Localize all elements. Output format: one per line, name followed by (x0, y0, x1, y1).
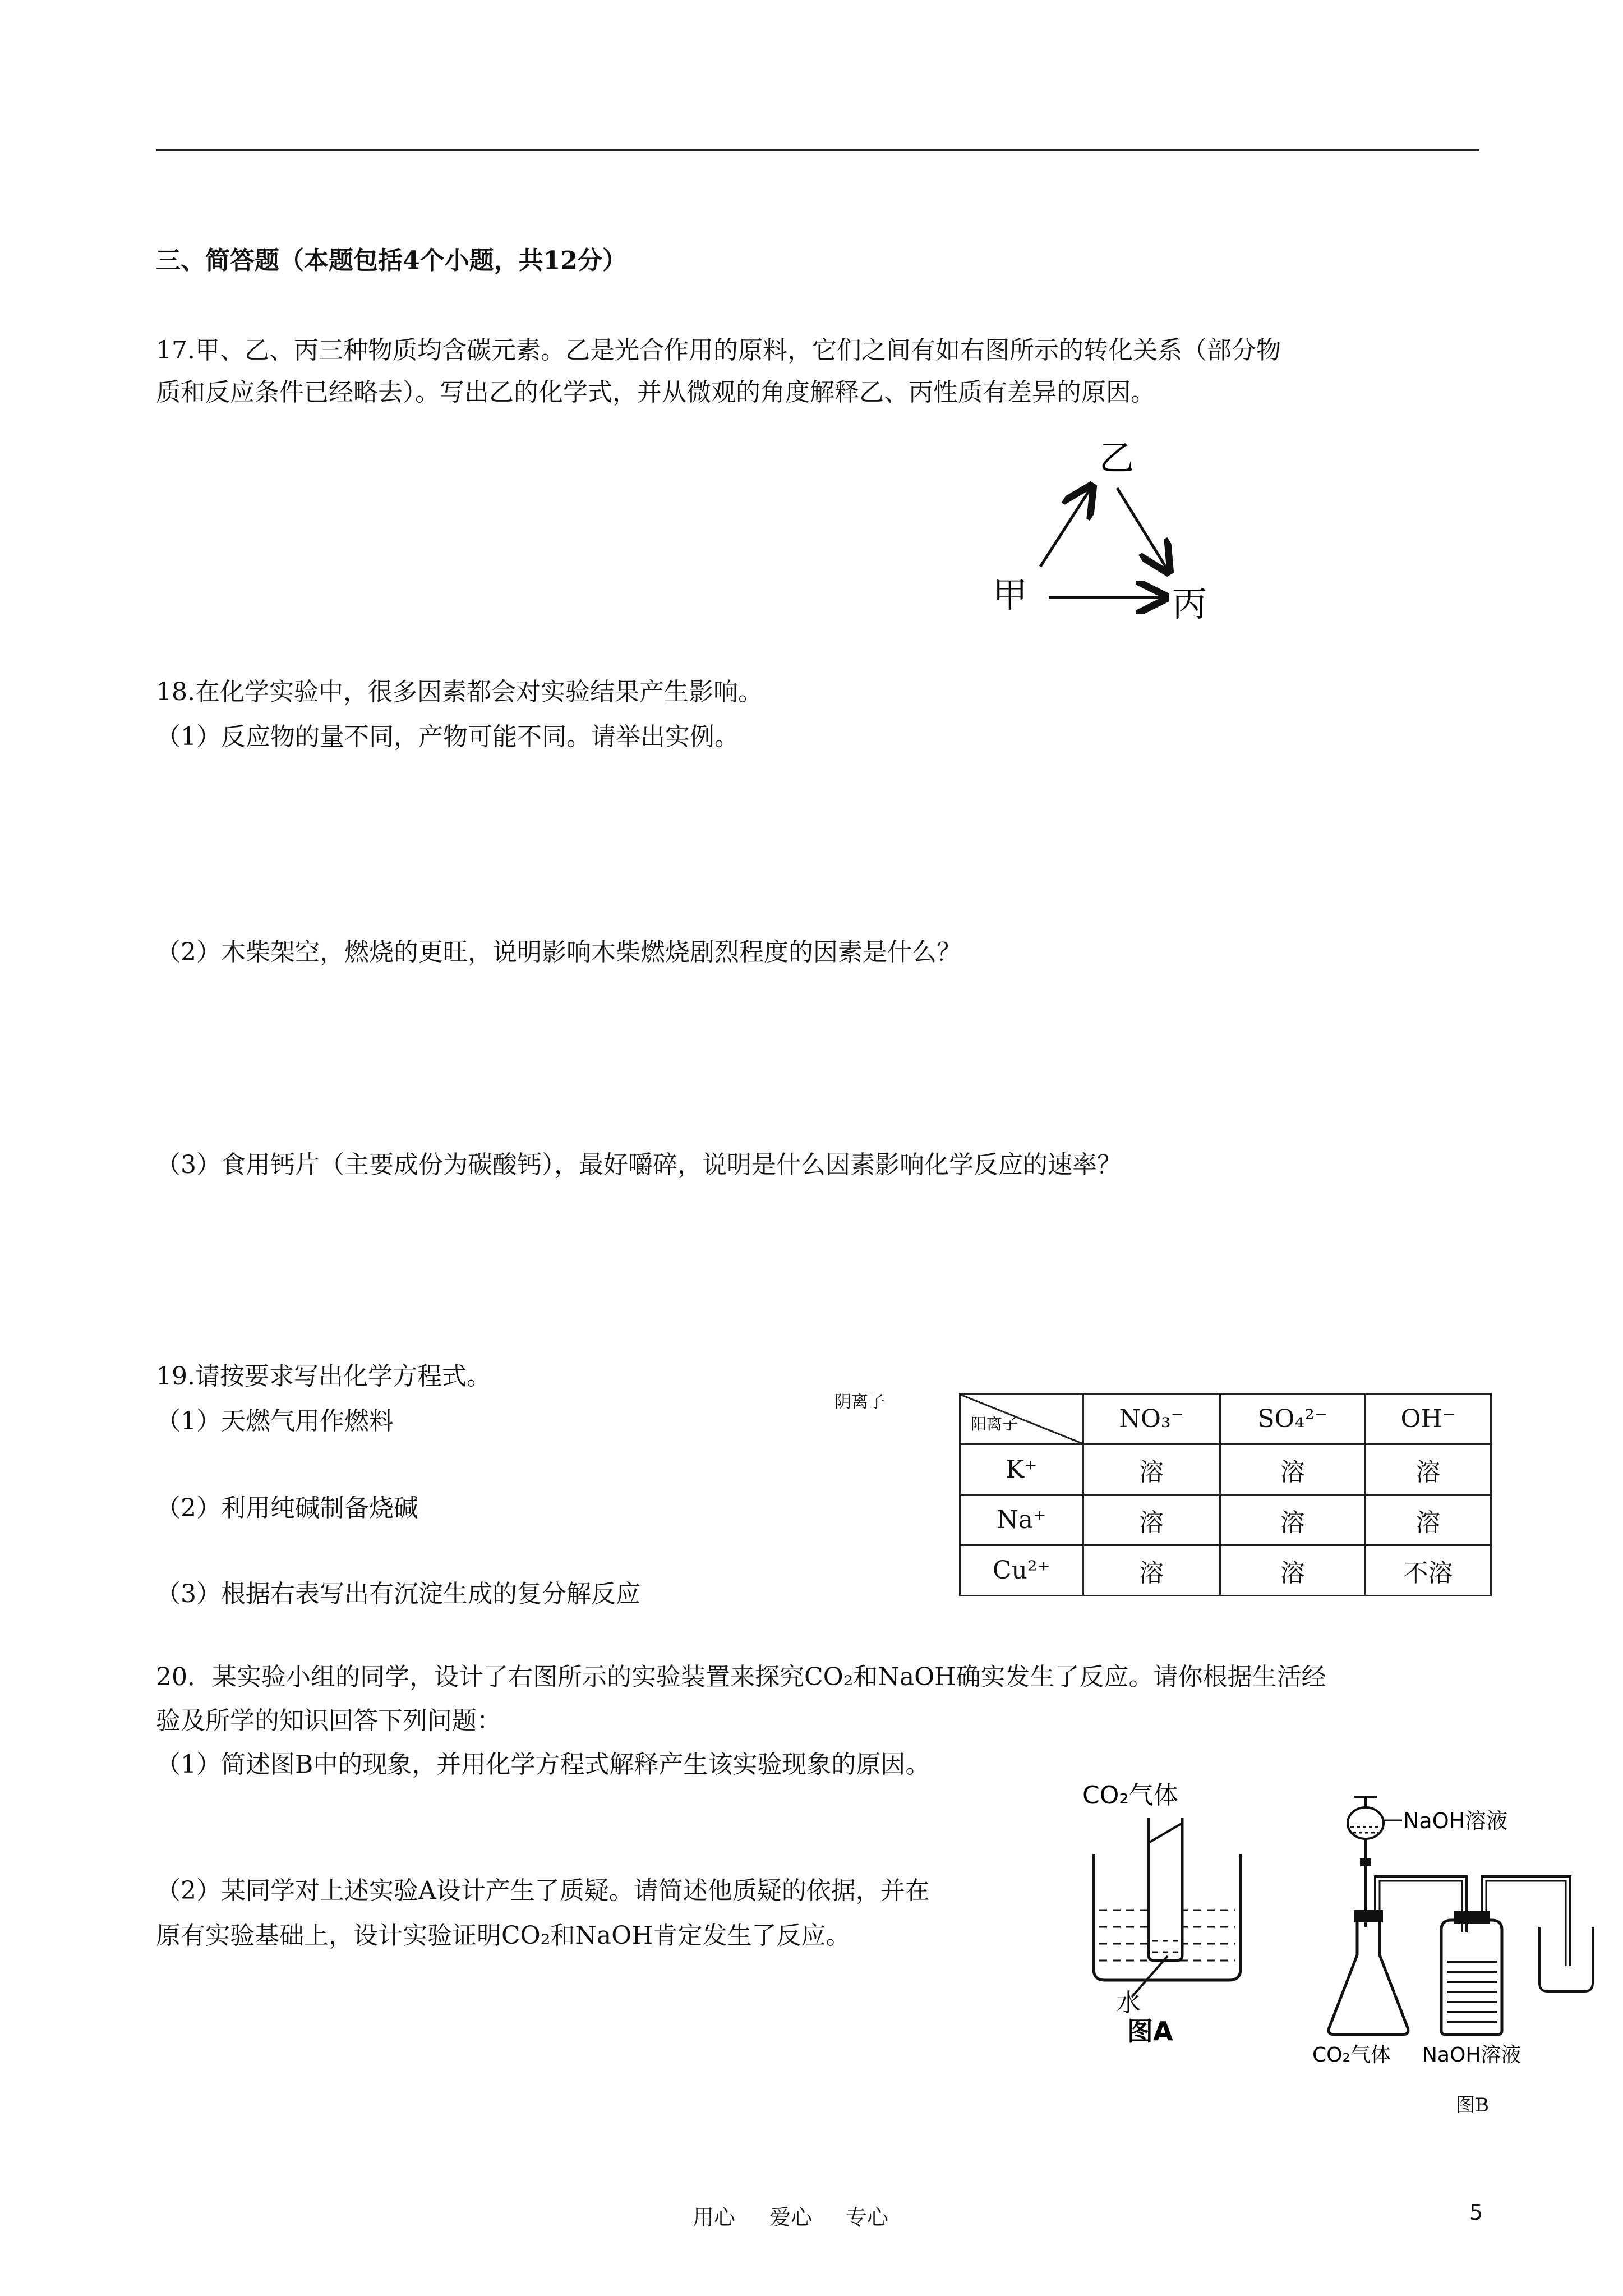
fig-b-flask-label: CO₂气体 (1312, 2044, 1391, 2067)
figure-b-apparatus (1312, 1792, 1604, 2073)
footer-left: 用心 (693, 2205, 736, 2230)
table-row (960, 1495, 1491, 1545)
q17-line2: 质和反应条件已经略去）。写出乙的化学式，并从微观的角度解释乙、丙性质有差异的原因。 (156, 378, 1155, 407)
funnel-icon (1348, 1807, 1384, 1839)
q19-part2: （2）利用纯碱制备烧碱 (156, 1494, 418, 1522)
table-cell: 溶 (1083, 1545, 1220, 1596)
table-header-row (960, 1394, 1491, 1444)
q20-part1: （1）简述图B中的现象，并用化学方程式解释产生该实验现象的原因。 (156, 1750, 930, 1779)
table-cell: 不溶 (1365, 1545, 1491, 1596)
table-cell: 溶 (1083, 1495, 1220, 1545)
footer-right: 专心 (846, 2205, 889, 2230)
q18-line1: 18.在化学实验中，很多因素都会对实验结果产生影响。 (156, 678, 763, 706)
connecting-tube (1375, 1876, 1467, 1932)
q17-node-top: 乙 (1099, 438, 1135, 478)
bottle-liquid-icon (1447, 1961, 1497, 2023)
q18-part2: （2）木柴架空，燃烧的更旺，说明影响木柴燃烧剧烈程度的因素是什么？ (156, 938, 961, 967)
stopcock-icon (1360, 1858, 1371, 1866)
solubility-table (959, 1393, 1492, 1596)
header-rule (156, 149, 1479, 151)
anion-label: 阴离子 (834, 1392, 885, 1412)
cation-cell: K⁺ (960, 1444, 1083, 1495)
cation-cell: Na⁺ (960, 1495, 1083, 1545)
q17-node-right: 丙 (1172, 583, 1207, 624)
connecting-tube-inner (1380, 1881, 1462, 1932)
q20-part2-line2: 原有实验基础上，设计实验证明CO₂和NaOH肯定发生了反应。 (156, 1921, 851, 1950)
q17-conversion-diagram (987, 426, 1223, 628)
q17-line1: 17.甲、乙、丙三种物质均含碳元素。乙是光合作用的原料，它们之间有如右图所示的转化关系（部分物 (156, 336, 1281, 365)
figure-a-apparatus (1077, 1775, 1267, 2045)
outlet-tube-inner (1486, 1881, 1566, 1966)
cation-label: 阳离子 (971, 1415, 1018, 1433)
table-cell: 溶 (1365, 1495, 1491, 1545)
fig-a-water-label: 水 (1116, 1989, 1141, 2017)
table-cell: 溶 (1220, 1444, 1365, 1495)
table-cell: 溶 (1220, 1495, 1365, 1545)
table-row (960, 1444, 1491, 1495)
header-cell: OH⁻ (1365, 1394, 1491, 1444)
bottle-stopper (1454, 1911, 1490, 1924)
conical-flask-icon (1329, 1916, 1408, 2035)
funnel-liquid-icon (1350, 1827, 1381, 1833)
table-cell: 溶 (1220, 1545, 1365, 1596)
cation-cell: Cu²⁺ (960, 1545, 1083, 1596)
q20-part2-line1: （2）某同学对上述实验A设计产生了质疑。请简述他质疑的依据，并在 (156, 1876, 930, 1905)
q20-line1: 20．某实验小组的同学，设计了右图所示的实验装置来探究CO₂和NaOH确实发生了反应。请你根据生活经 (156, 1663, 1326, 1691)
q17-node-left: 甲 (993, 574, 1028, 615)
corner-cell (960, 1394, 1083, 1444)
arrow-jia-yi (1040, 488, 1091, 567)
table-cell: 溶 (1365, 1444, 1491, 1495)
fig-a-caption: 图A (1127, 2016, 1173, 2045)
fig-a-gas-label: CO₂气体 (1082, 1781, 1178, 1810)
q18-part1: （1）反应物的量不同，产物可能不同。请举出实例。 (156, 723, 739, 751)
fig-b-funnel-label: NaOH溶液 (1403, 1809, 1508, 1833)
q19-part1: （1）天燃气用作燃料 (156, 1407, 394, 1435)
wash-bottle-icon (1441, 1920, 1502, 2035)
table-row (960, 1545, 1491, 1596)
q19-line1: 19.请按要求写出化学方程式。 (156, 1362, 491, 1391)
footer-mid: 爱心 (769, 2205, 813, 2230)
section-title: 三、简答题（本题包括4个小题，共12分） (156, 246, 627, 275)
q18-part3: （3）食用钙片（主要成份为碳酸钙），最好嚼碎，说明是什么因素影响化学反应的速率？ (156, 1151, 1122, 1179)
fig-b-caption: 图B (1456, 2094, 1489, 2116)
header-cell: NO₃⁻ (1083, 1394, 1220, 1444)
fig-b-bottle-label: NaOH溶液 (1422, 2044, 1521, 2067)
table-cell: 溶 (1083, 1444, 1220, 1495)
page-number: 5 (1469, 2200, 1483, 2225)
flask-stopper (1354, 1910, 1383, 1922)
q20-line2: 验及所学的知识回答下列问题： (156, 1706, 501, 1735)
header-cell: SO₄²⁻ (1220, 1394, 1365, 1444)
arrow-yi-bing (1117, 488, 1168, 570)
q19-part3: （3）根据右表写出有沉淀生成的复分解反应 (156, 1580, 640, 1608)
